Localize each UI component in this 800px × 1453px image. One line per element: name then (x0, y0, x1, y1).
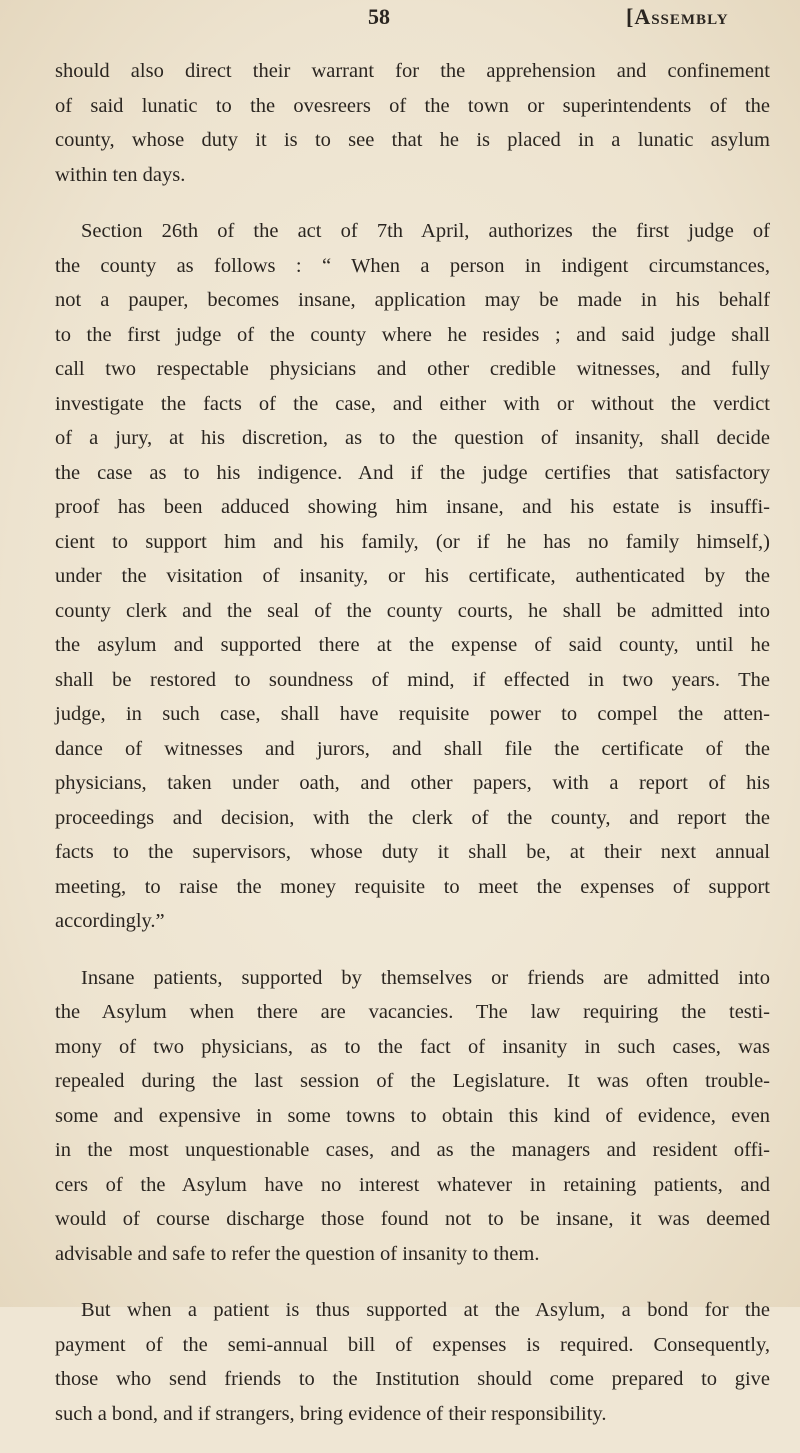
paragraph (55, 1293, 770, 1431)
text-line: shall be restored to soundness of mind, if effected in two years. The (55, 668, 770, 691)
text-line: those who send friends to the Institution should come prepared to give (55, 1368, 770, 1390)
text-line: the asylum and supported there at the expense of said county, until he (55, 634, 770, 656)
text-line: meeting, to raise the money requisite to meet the expenses of support (55, 875, 770, 898)
text-line: mony of two physicians, as to the fact of insanity in such cases, was (55, 1035, 770, 1058)
text-line: the Asylum when there are vacancies. The law requiring the testi- (55, 1001, 770, 1023)
text-line: in the most unquestionable cases, and as the managers and resident offi- (55, 1139, 770, 1161)
body-text (55, 54, 770, 1453)
text-line: But when a patient is thus supported at the Asylum, a bond for the (81, 1299, 770, 1321)
text-line: to the first judge of the county where he resides ; and said judge shall (55, 323, 770, 346)
text-line: of a jury, at his discretion, as to the question of insanity, shall decide (55, 427, 770, 449)
text-line: cers of the Asylum have no interest whatever in retaining patients, and (55, 1173, 770, 1196)
text-line: accordingly.” (55, 910, 165, 932)
text-line: proof has been adduced showing him insane, and his estate is insuffi- (55, 496, 770, 518)
text-line: not a pauper, becomes insane, application may be made in his behalf (55, 289, 770, 311)
paragraph (55, 54, 770, 192)
text-line: such a bond, and if strangers, bring evidence of their responsibility. (55, 1402, 607, 1425)
text-line: cient to support him and his family, (or if he has no family himself,) (55, 530, 770, 553)
page-number: 58 (368, 4, 390, 29)
text-line: the case as to his indigence. And if the judge certifies that satisfactory (55, 461, 770, 484)
text-line: some and expensive in some towns to obtain this kind of evidence, even (55, 1104, 770, 1127)
text-line: physicians, taken under oath, and other papers, with a report of his (55, 772, 770, 794)
running-head: [Assembly (626, 4, 729, 29)
text-line: county, whose duty it is to see that he is placed in a lunatic asylum (55, 129, 770, 151)
page-header (0, 2, 800, 42)
text-line: would of course discharge those found not to be insane, it was deemed (55, 1208, 770, 1230)
text-line: payment of the semi-annual bill of expenses is required. Consequently, (55, 1333, 770, 1356)
text-line: advisable and safe to refer the question of insanity to them. (55, 1242, 540, 1265)
text-line: investigate the facts of the case, and either with or without the verdict (55, 392, 770, 415)
text-line: proceedings and decision, with the clerk of the county, and report the (55, 806, 770, 829)
text-line: Section 26th of the act of 7th April, authorizes the first judge of (81, 220, 770, 242)
text-line: should also direct their warrant for the apprehension and confinement (55, 60, 770, 82)
text-line: dance of witnesses and jurors, and shall file the certificate of the (55, 737, 770, 760)
text-line: facts to the supervisors, whose duty it shall be, at their next annual (55, 841, 770, 863)
text-line: Insane patients, supported by themselves or friends are admitted into (81, 966, 770, 989)
paragraph (55, 961, 770, 1272)
text-line: within ten days. (55, 163, 186, 186)
text-line: repealed during the last session of the Legislature. It was often trouble- (55, 1070, 770, 1092)
text-line: judge, in such case, shall have requisite power to compel the atten- (55, 703, 770, 725)
text-line: call two respectable physicians and other credible witnesses, and fully (55, 358, 770, 380)
text-line: of said lunatic to the ovesreers of the town or superintendents of the (55, 94, 770, 117)
text-line: the county as follows : “ When a person in indigent circumstances, (55, 254, 770, 277)
text-line: under the visitation of insanity, or his certificate, authenticated by the (55, 565, 770, 587)
text-line: county clerk and the seal of the county courts, he shall be admitted into (55, 599, 770, 622)
paragraph (55, 214, 770, 939)
